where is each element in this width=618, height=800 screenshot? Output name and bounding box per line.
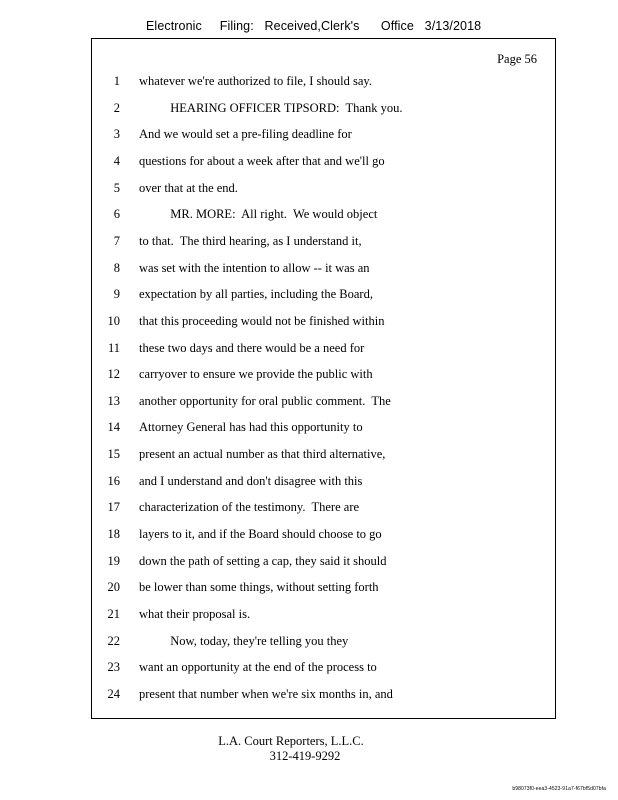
line-text: present an actual number as that third alternative,	[139, 447, 386, 462]
transcript-line	[92, 418, 555, 436]
transcript-line	[92, 365, 555, 383]
line-text: another opportunity for oral public comment. The	[139, 393, 391, 408]
line-number: 10	[107, 313, 120, 328]
transcript-line	[92, 285, 555, 303]
transcript-line	[92, 525, 555, 543]
filing-stamp: Electronic Filing: Received,Clerk's Office 3/13/2018	[146, 19, 482, 33]
transcript-line	[92, 152, 555, 170]
line-number: 24	[107, 686, 120, 701]
line-number: 11	[107, 340, 120, 355]
transcript-line	[92, 498, 555, 516]
line-text: down the path of setting a cap, they said it should	[139, 553, 387, 568]
line-text: Now, today, they're telling you they	[139, 633, 349, 648]
line-text: to that. The third hearing, as I understand it,	[139, 233, 362, 248]
line-number: 23	[107, 660, 120, 675]
line-text: characterization of the testimony. There are	[139, 500, 360, 515]
line-number: 8	[113, 260, 120, 275]
transcript-line	[92, 312, 555, 330]
transcript-line	[92, 205, 555, 223]
line-number: 13	[107, 393, 120, 408]
line-text: MR. MORE: All right. We would object	[139, 207, 378, 222]
line-number: 15	[107, 447, 120, 462]
line-number: 19	[107, 553, 120, 568]
transcript-line	[92, 232, 555, 250]
line-text: and I understand and don't disagree with this	[139, 473, 363, 488]
line-text: want an opportunity at the end of the process to	[139, 660, 377, 675]
transcript-line	[92, 605, 555, 623]
line-text: layers to it, and if the Board should choose to go	[139, 527, 382, 542]
line-text: was set with the intention to allow -- it was an	[139, 260, 370, 275]
line-text: present that number when we're six months in, and	[139, 686, 393, 701]
transcript-line	[92, 339, 555, 357]
line-text: carryover to ensure we provide the public with	[139, 367, 373, 382]
line-text: And we would set a pre-filing deadline for	[139, 127, 352, 142]
page-number: Page 56	[497, 52, 537, 66]
line-text: these two days and there would be a need for	[139, 340, 365, 355]
transcript-line	[92, 445, 555, 463]
transcript-line	[92, 552, 555, 570]
transcript-line	[92, 658, 555, 676]
transcript-line	[92, 632, 555, 650]
reporter-phone: 312-419-9292	[269, 749, 341, 763]
transcript-line	[92, 72, 555, 90]
line-number: 18	[107, 527, 120, 542]
line-text: questions for about a week after that and we'll go	[139, 153, 385, 168]
line-number: 4	[113, 153, 120, 168]
line-number: 9	[113, 287, 120, 302]
transcript-line	[92, 685, 555, 703]
line-text: HEARING OFFICER TIPSORD: Thank you.	[139, 100, 403, 115]
line-text: expectation by all parties, including the Board,	[139, 287, 373, 302]
line-number: 1	[113, 74, 120, 88]
transcript-page	[91, 38, 556, 719]
transcript-line	[92, 259, 555, 277]
line-number: 6	[113, 207, 120, 222]
line-number: 5	[113, 180, 120, 195]
line-text: what their proposal is.	[139, 607, 251, 621]
line-text: over that at the end.	[139, 180, 238, 195]
line-text: that this proceeding would not be finished within	[139, 313, 385, 328]
line-number: 3	[113, 127, 120, 142]
line-number: 20	[107, 580, 120, 595]
document-id: b98073f0-eea3-4523-91a7-f67bf5d07bfa	[512, 786, 606, 792]
line-text: whatever we're authorized to file, I should say.	[139, 74, 372, 88]
transcript-line	[92, 99, 555, 117]
line-text: be lower than some things, without setting forth	[139, 580, 379, 595]
transcript-line	[92, 179, 555, 197]
line-number: 12	[107, 367, 120, 382]
line-number: 7	[113, 233, 120, 248]
transcript-line	[92, 578, 555, 596]
transcript-line	[92, 472, 555, 490]
line-number: 17	[107, 500, 120, 515]
line-number: 22	[107, 633, 120, 648]
transcript-line	[92, 125, 555, 143]
line-number: 16	[107, 473, 120, 488]
line-text: Attorney General has had this opportunity to	[139, 420, 363, 435]
line-number: 14	[107, 420, 120, 435]
reporter-company: L.A. Court Reporters, L.L.C.	[218, 734, 364, 748]
line-number: 21	[107, 607, 120, 621]
transcript-line	[92, 392, 555, 410]
line-number: 2	[113, 100, 120, 115]
